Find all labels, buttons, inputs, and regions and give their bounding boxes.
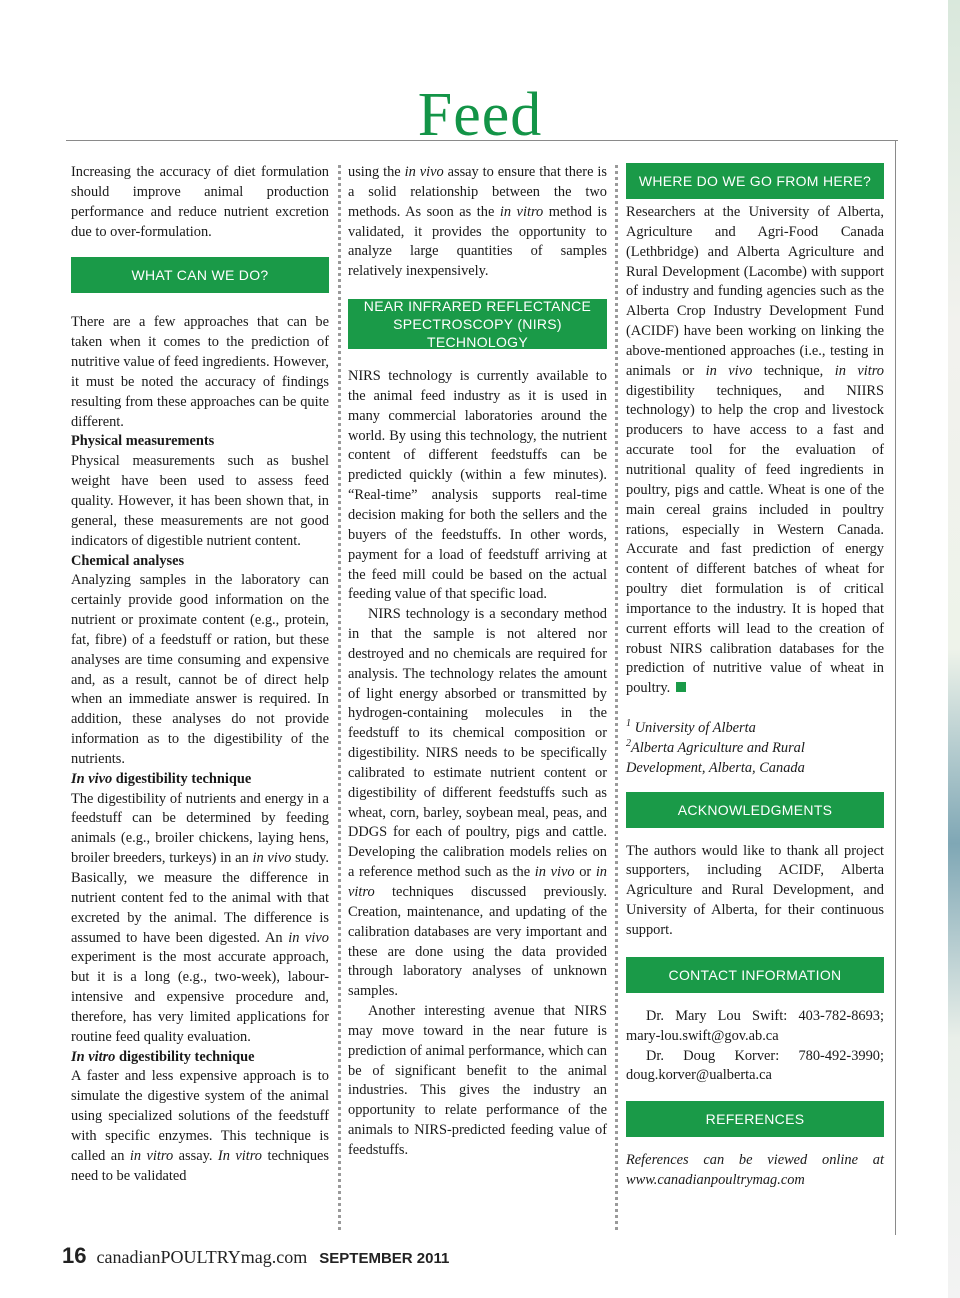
intro-paragraph: Increasing the accuracy of diet formulation should improve animal production performance and reduce nutrient excretion due to over-formulation. [71, 164, 329, 240]
italic-term: in vivo [252, 850, 292, 867]
italic-term: In vitro [217, 1147, 262, 1164]
contact-information-heading: CONTACT INFORMATION [626, 957, 884, 993]
text-span: or [574, 864, 596, 881]
italic-term: in vivo [705, 362, 753, 379]
in-vivo-heading-text: digestibility technique [112, 770, 252, 787]
text-span: assay to ensure that there is a solid relationship between the two methods. As soon as the [348, 164, 607, 220]
footnote-number: 1 [626, 718, 631, 730]
italic-term: in vivo [534, 864, 575, 881]
where-do-we-go-heading: WHERE DO WE GO FROM HERE? [626, 163, 884, 199]
page-footer [62, 1243, 449, 1273]
research-paragraph [626, 203, 884, 699]
column-2 [348, 163, 607, 1161]
physical-measurements-paragraph: Physical measurements such as bushel weight have been used to assess feed quality. However, it has been shown that, in general, these measurements are not good indicators of digestible nutrient content. [71, 453, 329, 549]
approaches-paragraph: There are a few approaches that can be taken when it comes to the prediction of nutritive value of feed ingredients. However, it must be noted the accuracy of findings resulting from these approaches can be quite different. [71, 314, 329, 430]
text-span: Researchers at the University of Alberta, Agriculture and Agri-Food Canada (Lethbridge) and Alberta Agriculture and Rural Development (Lacombe) with support of industry and funding agencies such as the Alberta Crop Industry Development Fund (ACIDF) have been working on linking the above-mentioned approaches (i.e., testing in animals or [626, 204, 884, 379]
text-span: techniques discussed previously. Creation, maintenance, and updating of the calibration databases are very important and these are done using the data provided through laboratory analyses of unknown samples. [348, 884, 607, 1000]
italic-term: in vitro [834, 362, 885, 379]
italic-term: in vitro [348, 864, 608, 900]
chemical-analyses-heading: Chemical analyses [71, 552, 185, 569]
italic-term: in vivo [288, 929, 329, 946]
text-span: digestibility techniques, and NIIRS technology) to help the crop and livestock producers to have access to a fast and accurate tool for the evaluation of nutritional quality of feed ingredients in poultry, pigs and cattle. Wheat is one of the main cereal grains included in poultry rations, especially in Western Canada. Accurate and fast prediction of energy content of different batches of wheat for poultry diet formulation is of critical importance to the industry. It is hoped that current efforts will lead to the creation of robust NIRS calibration databases for the prediction of nutritive value of wheat in poultry. [626, 382, 884, 697]
text-span: assay. [173, 1147, 218, 1164]
italic-term: in vitro [129, 1147, 174, 1164]
footnote-text: University of Alberta [634, 720, 756, 737]
text-span: technique, [752, 362, 835, 379]
footnote-2 [626, 739, 884, 779]
what-can-we-do-heading: WHAT CAN WE DO? [71, 257, 329, 293]
column-divider-1 [338, 165, 341, 1230]
in-vitro-heading-italic: In vitro [71, 1048, 116, 1065]
chemical-analyses-paragraph: Analyzing samples in the laboratory can certainly provide good information on the nutrient or proximate content (e.g., protein, fat, fibre) of a feedstuff or ration, but these analyses are time consuming and expensive and, as a result, cannot be of direct help when an immediate answer is required. In addition, these analyses do not provide information as to the digestibility of the nutrients. [71, 572, 329, 767]
in-vitro-paragraph [71, 1067, 329, 1186]
in-vivo-heading-italic: In vivo [71, 770, 113, 787]
in-vivo-heading [71, 770, 329, 790]
column-3 [626, 163, 884, 1191]
acknowledgments-paragraph: The authors would like to thank all project supporters, including ACIDF, Alberta Agriculture and Rural Development, and University of Alberta, for their continuous support. [626, 842, 884, 938]
magazine-url: canadianPOULTRYmag.com [96, 1247, 308, 1267]
nirs-paragraph-1: NIRS technology is currently available to the animal feed industry as it is used in many commercial laboratories around the world. By using this technology, the nutrient content of different feedstuffs can be predicted quickly (within a few minutes). “Real-time” analysis supports real-time decision making for both the sellers and the buyers of the feedstuffs. In other words, payment for a load of feedstuff arriving at the feed mill could be based on the actual feeding value of that specific load. [348, 368, 607, 603]
header-rule [66, 140, 898, 141]
adjacent-page-edge [948, 0, 960, 1298]
page-number: 16 [62, 1243, 87, 1268]
text-span: The digestibility of nutrients and energy in a feedstuff can be determined by feeding animals (e.g., broiler chickens, laying hens, broiler breeders, turkeys) in an [71, 790, 329, 867]
nirs-technology-heading: NEAR INFRARED REFLECTANCE SPECTROSCOPY (NIRS) TECHNOLOGY [348, 299, 607, 349]
text-span: A faster and less expensive approach is to simulate the digestive system of the animal using specialized solutions of the feedstuff with specific enzymes. This technique is called an [71, 1068, 329, 1164]
footnote-1 [626, 719, 884, 739]
in-vivo-paragraph [71, 790, 329, 1048]
text-span: techniques need to be validated [71, 1147, 329, 1184]
right-border-rule [895, 140, 896, 1235]
text-span: using the [348, 164, 405, 180]
italic-term: in vitro [499, 203, 544, 220]
column-1 [71, 163, 329, 1187]
text-span: NIRS technology is a secondary method in that the sample is not altered nor destroyed and no chemicals are required for analysis. The technology relates the amount of light energy absorbed or transmitted by hydrogen-containing molecules in the feedstuff to its chemical composition or digestibility. NIRS needs to be specifically calibrated to estimate nutrient content or digestibility of different feedstuffs such as wheat, corn, barley, soybean meal, peas, and DDGS for each of poultry, pigs and cattle. Developing the calibration models relies on a reference method such as the [348, 606, 607, 881]
references-heading: REFERENCES [626, 1101, 884, 1137]
contact-swift: Dr. Mary Lou Swift: 403-782-8693; mary-lou.swift@gov.ab.ca [626, 1007, 884, 1044]
footnote-text: Alberta Agriculture and Rural Development, Alberta, Canada [626, 739, 805, 776]
text-span: method is validated, it provides the opportunity to analyze large quantities of samples relatively inexpensively. [348, 203, 607, 280]
end-of-article-square-icon [676, 682, 686, 692]
nirs-paragraph-3: Another interesting avenue that NIRS may move toward in the near future is prediction of animal performance, which can be of significant benefit to the animal industries. This gives the industry an opportunity to relate performance of the animals to NIRS-predicted feeding value of feedstuffs. [348, 1003, 607, 1158]
references-note: References can be viewed online at www.canadianpoultrymag.com [626, 1152, 884, 1189]
acknowledgments-heading: ACKNOWLEDGMENTS [626, 792, 884, 828]
text-span: experiment is the most accurate approach, but it is a long (e.g., two-week), labour-intensive and expensive procedure and, therefore, has very limited applications for routine feed quality evaluation. [71, 949, 329, 1045]
section-title: Feed [417, 81, 543, 149]
in-vitro-heading-text: digestibility technique [115, 1048, 255, 1065]
physical-measurements-heading: Physical measurements [71, 433, 215, 450]
italic-term: in vivo [404, 164, 444, 180]
nirs-paragraph-2 [348, 605, 607, 1002]
contact-korver: Dr. Doug Korver: 780-492-3990; doug.korver@ualberta.ca [626, 1047, 884, 1084]
column-divider-2 [615, 165, 618, 1230]
issue-date: SEPTEMBER 2011 [319, 1250, 450, 1267]
text-span: study. Basically, we measure the difference in nutrient content fed to the animal with that excreted by the animal. The difference is assumed to have been digested. An [71, 850, 330, 946]
footnote-number: 2 [626, 738, 631, 750]
validation-paragraph [348, 163, 607, 282]
in-vitro-heading [71, 1048, 329, 1068]
